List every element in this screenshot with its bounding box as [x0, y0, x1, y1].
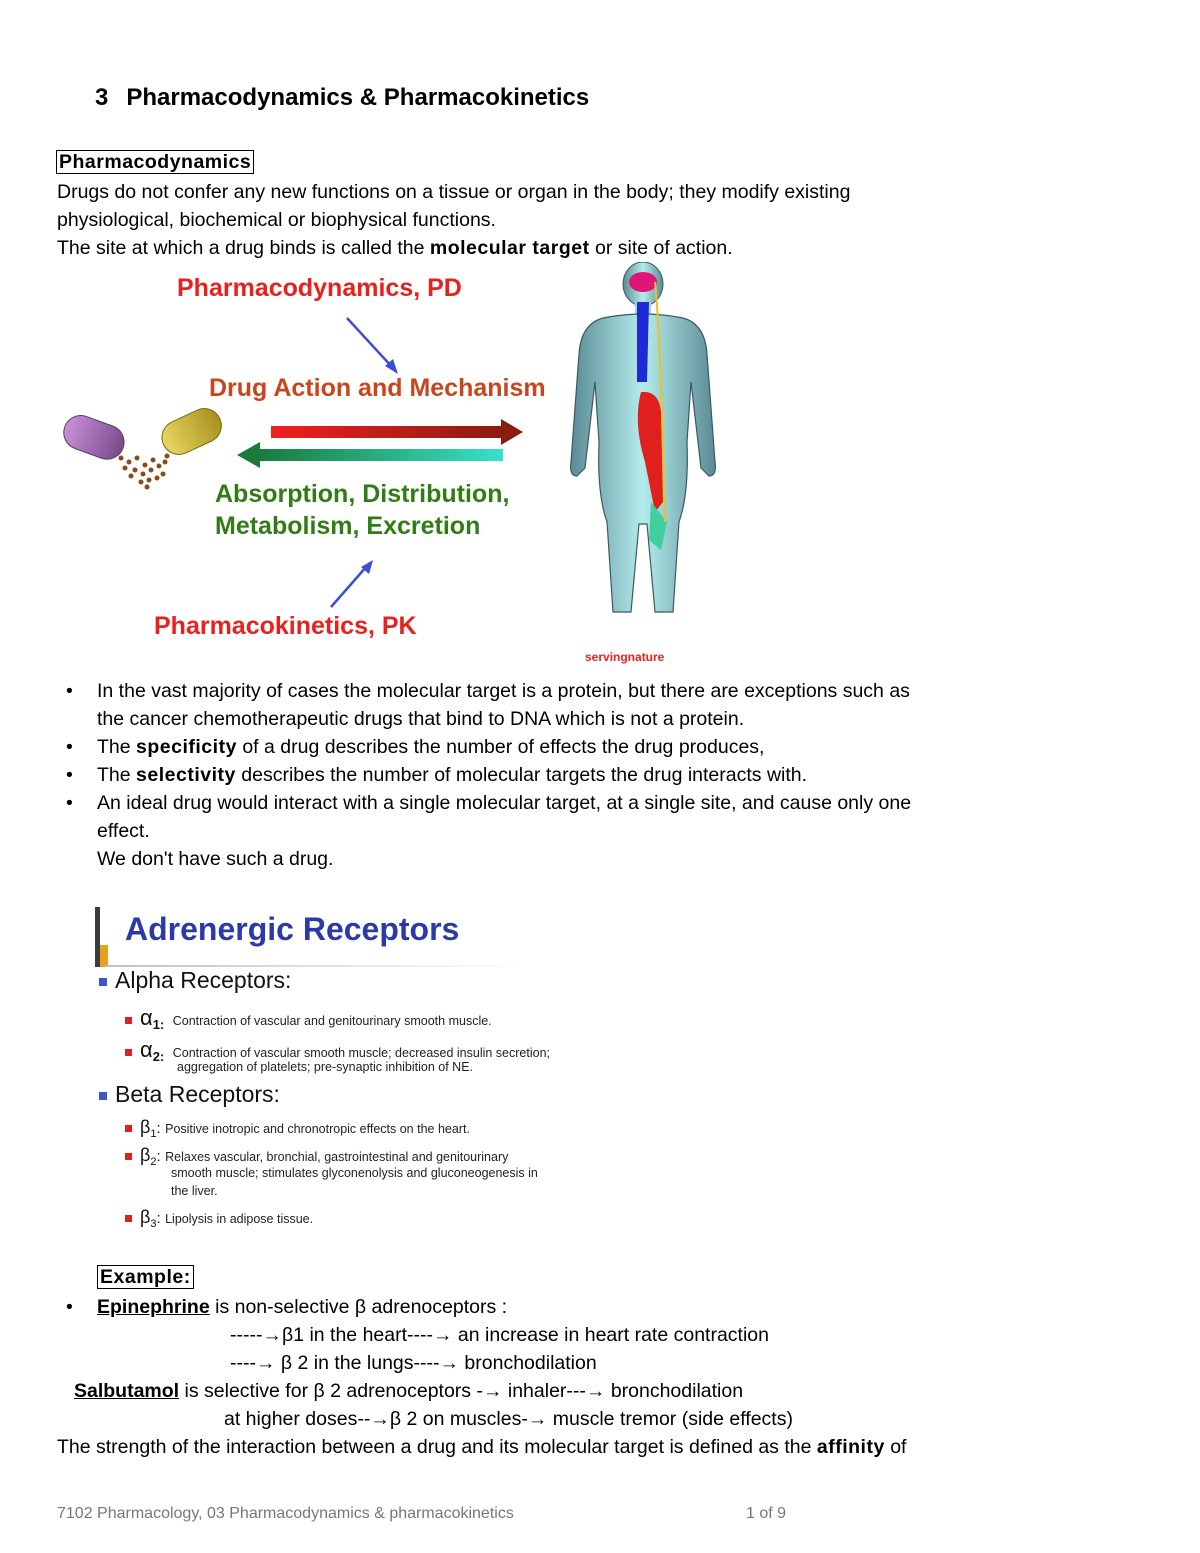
epinephrine-line: Epinephrine is non-selective β adrenoceptors : [97, 1296, 508, 1318]
alpha-heading: Alpha Receptors: [99, 967, 291, 994]
affinity-term: affinity [816, 1436, 885, 1458]
alpha1-item: $\alpha_{1:}$ Contraction of vascular and genitourinary smooth muscle. [125, 1005, 492, 1032]
paragraph-line: Drugs do not confer any new functions on a tissue or organ in the body; they modify existing [57, 181, 851, 203]
salbutamol-line-2: at higher doses--→β 2 on muscles-→ muscle tremor (side effects) [224, 1408, 793, 1430]
list-item: the cancer chemotherapeutic drugs that bind to DNA which is not a protein. [97, 708, 745, 730]
beta2-item: $\beta_2$: Relaxes vascular, bronchial, gastrointestinal and genitourinary [125, 1145, 508, 1168]
alpha2-text-line2: aggregation of platelets; pre-synaptic inhibition of NE. [177, 1060, 474, 1074]
selectivity-term: selectivity [136, 764, 236, 786]
beta-heading: Beta Receptors: [99, 1081, 280, 1108]
salbutamol-term: Salbutamol [74, 1380, 180, 1402]
list-item: An ideal drug would interact with a single molecular target, at a single site, and cause only one [97, 792, 912, 814]
bullet-marker: • [66, 680, 73, 702]
specificity-term: specificity [136, 736, 237, 758]
bullet-marker: • [66, 1296, 73, 1318]
salbutamol-line: Salbutamol is selective for β 2 adrenoceptors -→ inhaler---→ bronchodilation [74, 1380, 744, 1402]
epinephrine-term: Epinephrine [97, 1296, 210, 1318]
pd-label: Pharmacodynamics, PD [177, 274, 462, 302]
section-number: 3 [95, 84, 109, 111]
alpha2-item: $\alpha_{2:}$ Contraction of vascular smooth muscle; decreased insulin secretion; [125, 1037, 550, 1064]
list-item: The selectivity describes the number of molecular targets the drug interacts with. [97, 764, 808, 786]
list-item: We don't have such a drug. [97, 848, 334, 870]
molecular-target-term: molecular target [429, 237, 590, 259]
paragraph-line: physiological, biochemical or biophysical functions. [57, 209, 496, 231]
image-credit: servingnature [585, 650, 665, 664]
example-label: Example: [97, 1263, 194, 1291]
paragraph-line: The site at which a drug binds is called the molecular target or site of action. [57, 237, 733, 259]
beta2-text-line2: smooth muscle; stimulates glyconenolysis and gluconeogenesis in [171, 1166, 538, 1180]
footer-course: 7102 Pharmacology, 03 Pharmacodynamics & pharmacokinetics [57, 1505, 514, 1522]
pk-pointer-arrow [331, 560, 373, 607]
figure-title: Adrenergic Receptors [125, 911, 460, 947]
list-item: In the vast majority of cases the molecular target is a protein, but there are exceptions such as [97, 680, 910, 702]
pd-pk-figure [55, 262, 755, 672]
section-label: Pharmacodynamics [56, 148, 254, 176]
pd-red-arrow [271, 419, 523, 445]
pk-green-arrow [237, 442, 503, 468]
bullet-marker: • [66, 764, 73, 786]
beta1-item: $\beta_1$: Positive inotropic and chronotropic effects on the heart. [125, 1117, 470, 1140]
epinephrine-beta2-line: ----→ β 2 in the lungs----→ bronchodilation [230, 1352, 597, 1374]
human-body-icon [571, 262, 716, 612]
bullet-marker: • [66, 736, 73, 758]
action-label: Drug Action and Mechanism [209, 374, 546, 402]
list-item: The specificity of a drug describes the number of effects the drug produces, [97, 736, 765, 758]
title-bar-accent [100, 945, 108, 967]
footer-page-number: 1 of 9 [746, 1505, 787, 1522]
pk-label: Pharmacokinetics, PK [154, 612, 417, 640]
section-title: Pharmacodynamics & Pharmacokinetics [126, 84, 590, 111]
epinephrine-beta1-line: -----→β1 in the heart----→ an increase in heart rate contraction [230, 1324, 770, 1346]
list-item: effect. [97, 820, 150, 842]
pd-pointer-arrow [347, 318, 398, 374]
adme-line-1: Absorption, Distribution, [215, 480, 510, 508]
adrenergic-receptors-figure [95, 905, 615, 1235]
figure-graphics [55, 262, 755, 672]
capsule-icon [59, 403, 227, 489]
page-title [95, 84, 589, 112]
adme-line-2: Metabolism, Excretion [215, 512, 481, 540]
bullet-marker: • [66, 792, 73, 814]
beta3-item: $\beta_3$: Lipolysis in adipose tissue. [125, 1207, 313, 1230]
beta2-text-line3: the liver. [171, 1184, 218, 1198]
affinity-line: The strength of the interaction between a drug and its molecular target is defined as the affinity of [57, 1436, 907, 1458]
